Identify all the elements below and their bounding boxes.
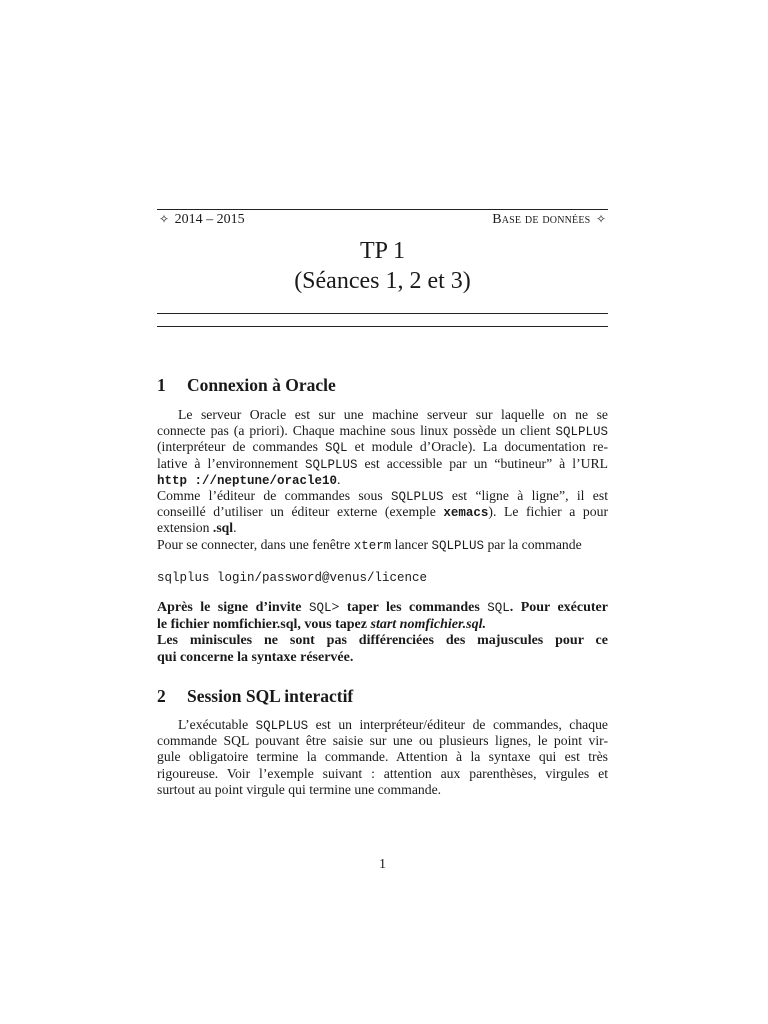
text-line: http ://neptune/oracle10. <box>157 471 341 488</box>
section-title: Connexion à Oracle <box>187 375 336 395</box>
text-line: Comme l’éditeur de commandes sous SQLPLUS est “ligne à ligne”, il est <box>157 487 608 504</box>
text-line: Les miniscules ne sont pas différenciées des majuscules pour ce <box>157 633 608 648</box>
header-left <box>157 212 245 228</box>
page-title: TP 1 <box>359 238 406 264</box>
text-line: rigoureuse. Voir l’exemple suivant : attention aux parenthèses, virgules et <box>157 765 608 781</box>
text-line: lative à l’environnement SQLPLUS est accessible par un “butineur” à l’URL <box>157 455 608 472</box>
section-1-note <box>157 600 608 666</box>
page-subtitle: (Séances 1, 2 et 3) <box>294 268 471 294</box>
text-line: connecte pas (a priori). Chaque machine sous linux possède un client SQLPLUS <box>157 423 608 440</box>
section-2-paragraph <box>157 717 608 798</box>
text-line: Pour se connecter, dans une fenêtre xterm lancer SQLPLUS par la commande <box>157 536 582 553</box>
text-line: le fichier nomfichier.sql, vous tapez start nomfichier.sql. <box>157 616 487 632</box>
section-1-paragraph <box>157 407 608 553</box>
section-number: 2 <box>157 686 166 706</box>
text-line: Le serveur Oracle est sur une machine serveur sur laquelle on ne se <box>178 407 608 422</box>
running-header <box>157 209 608 228</box>
documentation-url: http ://neptune/oracle10 <box>157 473 338 488</box>
diamond-icon: ✧ <box>595 212 606 226</box>
title-rule-bottom <box>157 326 608 327</box>
diamond-icon: ✧ <box>159 212 170 226</box>
text-line: Après le signe d’invite SQL> taper les commandes SQL. Pour exécuter <box>157 600 608 615</box>
text-line: surtout au point virgule qui termine une commande. <box>157 781 442 797</box>
text-line: (interpréteur de commandes SQL et module d’Oracle). La documentation re- <box>157 439 608 456</box>
text-line: conseillé d’utiliser un éditeur externe (exemple xemacs). Le fichier a pour <box>157 504 608 521</box>
text-line: gule obligatoire termine la commande. Attention à la syntaxe qui est très <box>157 749 608 765</box>
section-number: 1 <box>157 375 166 395</box>
code-line: sqlplus login/password@venus/licence <box>157 571 428 585</box>
header-year: 2014 – 2015 <box>174 212 245 227</box>
connect-command <box>157 570 608 586</box>
text-line: commande SQL pouvant être saisie sur une ou plusieurs lignes, le point vir- <box>157 733 608 749</box>
section-1-heading <box>157 375 336 396</box>
text-line: extension .sql. <box>157 520 237 536</box>
title-rule-top <box>157 313 608 314</box>
section-title: Session SQL interactif <box>187 686 354 706</box>
header-right <box>492 212 608 228</box>
text-line: qui concerne la syntaxe réservée. <box>157 649 354 665</box>
section-2-heading <box>157 686 353 707</box>
document-page <box>157 0 608 1024</box>
text-line: L’exécutable SQLPLUS est un interpréteur/éditeur de commandes, chaque <box>178 717 608 733</box>
page-number: 1 <box>379 857 386 872</box>
header-course: Base de données <box>492 212 591 227</box>
